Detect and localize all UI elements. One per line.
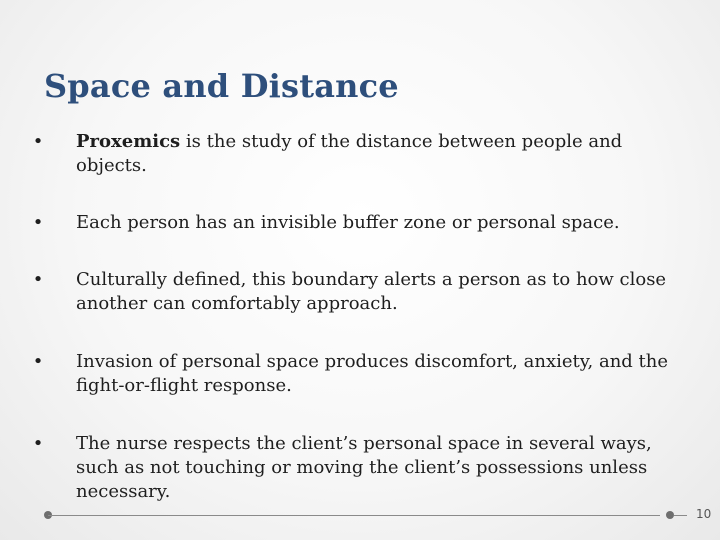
bullet-item-culturally-defined bbox=[30, 268, 670, 316]
bullet-bold-term: Proxemics bbox=[76, 131, 181, 152]
bullet-text: is the study of the distance between people and objects. bbox=[76, 131, 623, 176]
bullet-text: The nurse respects the client’s personal space in several ways, such as not touching or moving the client’s possessions unless necessary. bbox=[76, 433, 652, 502]
bullet-text: Culturally defined, this boundary alerts a person as to how close another can comfortably approach. bbox=[76, 269, 667, 314]
slide-title: Space and Distance bbox=[44, 67, 399, 105]
bullet-text: Each person has an invisible buffer zone or personal space. bbox=[76, 212, 620, 233]
page-number: 10 bbox=[696, 507, 712, 521]
bullet-item-proxemics bbox=[30, 130, 670, 178]
footer-divider-right bbox=[674, 515, 687, 516]
bullet-list bbox=[30, 130, 670, 504]
bullet-text: Invasion of personal space produces discomfort, anxiety, and the fight-or-flight response. bbox=[76, 351, 669, 396]
bullet-marker: • bbox=[32, 212, 44, 233]
bullet-marker: • bbox=[32, 269, 44, 290]
bullet-marker: • bbox=[32, 131, 44, 152]
bullet-item-invasion bbox=[30, 350, 670, 398]
bullet-marker: • bbox=[32, 433, 44, 454]
footer-divider bbox=[48, 515, 660, 516]
footer-dot-right bbox=[666, 511, 674, 519]
bullet-marker: • bbox=[32, 351, 44, 372]
bullet-item-buffer-zone bbox=[30, 211, 670, 235]
bullet-item-nurse-respects bbox=[30, 432, 670, 504]
